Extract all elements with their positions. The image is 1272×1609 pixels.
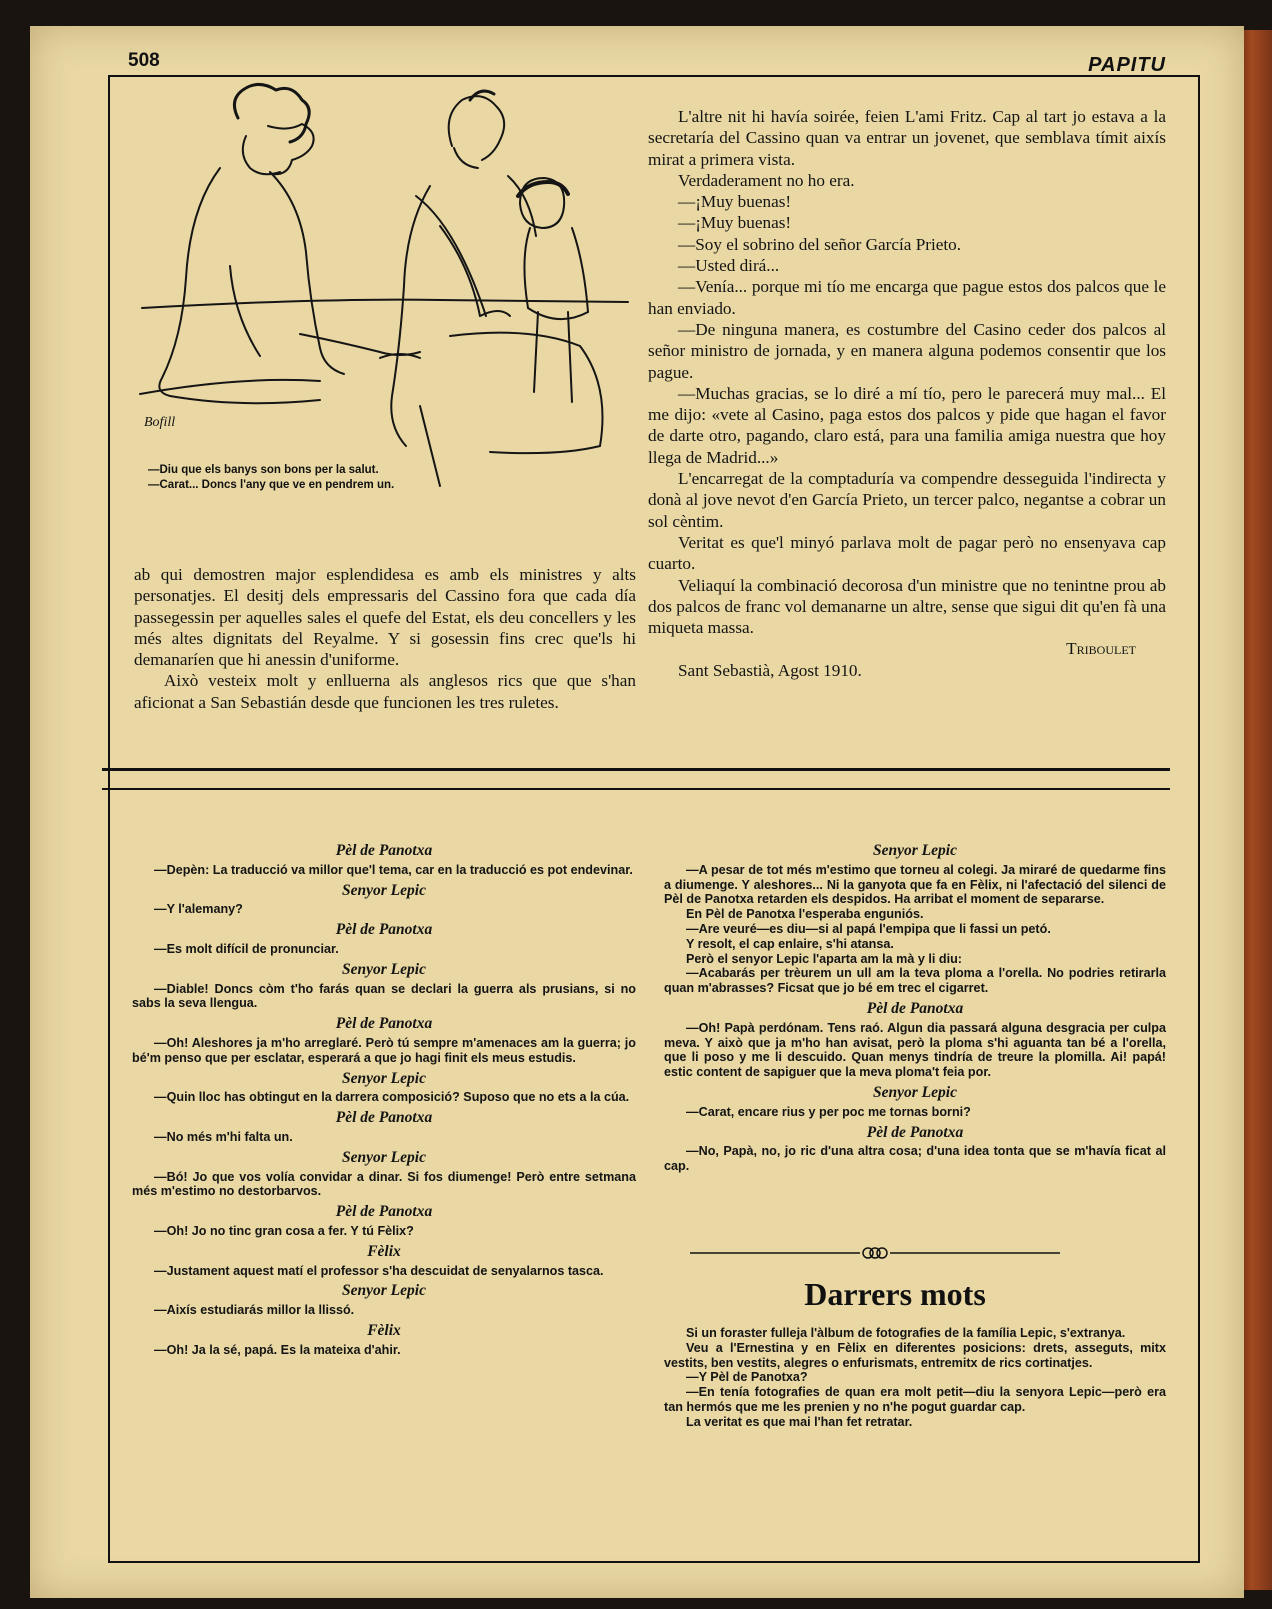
dialogue-line: —Diable! Doncs còm t'ho farás quan se declari la guerra als prusians, si no sabs la seva llengua. xyxy=(132,981,636,1011)
article-paragraph: —¡Muy buenas! xyxy=(678,213,792,233)
speaker-name: Pèl de Panotxa xyxy=(335,1203,433,1221)
dialogue-line: —Oh! Aleshores ja m'ho arreglaré. Però tú sempre m'amenaces am la guerra; jo bé'm penso que per esclatar, esperará a que jo hagi finit els meus estudis. xyxy=(132,1035,636,1065)
dialogue-right-column xyxy=(664,838,1166,1174)
speaker-name: Senyor Lepic xyxy=(342,960,426,978)
place-date: Sant Sebastià, Agost 1910. xyxy=(678,660,862,680)
section-divider xyxy=(102,788,1170,790)
dialogue-line: —Bó! Jo que vos volía convidar a dinar. Si fos diumenge! Però entre setmana més m'estimo no destorbarvos. xyxy=(132,1169,636,1199)
dialogue-line: —Acabarás per trèurem un ull am la teva ploma a l'orella. No podries retirarla quan m'abrasses? Ficsat que jo bé em trec el cigarret. xyxy=(664,966,1166,996)
ornament-divider xyxy=(690,1244,1060,1262)
article-paragraph: L'altre nit hi havía soirée, feien L'ami Fritz. Cap al tart jo estava a la secretaría del Cassino quan va entrar un jovenet, que semblava tímit aixís mirat a primera vista. xyxy=(648,107,1166,169)
dialogue-line: —Carat, encare rius y per poc me tornas borni? xyxy=(686,1104,971,1119)
speaker-name: Pèl de Panotxa xyxy=(335,1015,433,1033)
dialogue-line: —Y l'alemany? xyxy=(154,902,243,917)
speaker-name: Senyor Lepic xyxy=(342,1282,426,1300)
dialogue-line: —Oh! Papà perdónam. Tens raó. Algun dia passará alguna desgracia per culpa meva. Y això que ja m'ho han avisat, però la ploma s'hi aguanta tan bé a l'orella, que li poso y me li descuido. Quan menys tindría de treure la plomilla. Ai! papá! estic content de sapiguer que la meva ploma't feia por. xyxy=(664,1020,1166,1080)
speaker-name: Fèlix xyxy=(367,1242,401,1260)
caption-line: —Carat... Doncs l'any que ve en pendrem un. xyxy=(148,479,395,491)
dialogue-line: —Justament aquest matí el professor s'ha descuidat de senyalarnos tasca. xyxy=(154,1263,604,1278)
author-signature: Triboulet xyxy=(1066,639,1136,659)
dialogue-line: Però el senyor Lepic l'aparta am la mà y li diu: xyxy=(686,951,962,966)
dialogue-line: —Quin lloc has obtingut en la darrera composició? Suposo que no ets a la cúa. xyxy=(154,1090,630,1105)
masthead-title: PAPITU xyxy=(1088,54,1166,76)
dialogue-line: —No més m'hi falta un. xyxy=(154,1129,293,1144)
section-paragraph: —Y Pèl de Panotxa? xyxy=(686,1370,808,1385)
speaker-name: Pèl de Panotxa xyxy=(335,1109,433,1127)
dialogue-left-column xyxy=(132,838,636,1358)
dialogue-line: —No, Papà, no, jo ric d'una altra cosa; d'una idea tonta que se m'havía ficat al cap. xyxy=(664,1144,1166,1174)
article-paragraph: L'encarregat de la comptaduría va compendre desseguida l'indirecta y donà al jove nevot d'en García Prieto, un tercer palco, negantse a cobrar un sol cèntim. xyxy=(648,469,1166,531)
section-paragraph: Veu a l'Ernestina y en Fèlix en diferentes posicions: drets, asseguts, mitx vestits, ben vestits, alegres o enfurismats, entremitx de rics cortinatjes. xyxy=(664,1340,1166,1370)
darrers-mots-text xyxy=(664,1326,1166,1430)
section-heading: Darrers mots xyxy=(804,1276,986,1312)
article-paragraph: Això vesteix molt y enlluerna als anglesos rics que que s'han aficionat a San Sebastián desde que funcionen les tres ruletes. xyxy=(134,671,636,712)
article-paragraph: Veliaquí la combinació decorosa d'un ministre que no tenintne prou ab dos palcos de franc vol demanarne un altre, sense que sigui dit qu'en fà una miqueta massa. xyxy=(648,575,1166,638)
dialogue-line: —Aixís estudiarás millor la llissó. xyxy=(154,1303,355,1318)
article-paragraph: —¡Muy buenas! xyxy=(678,192,792,212)
speaker-name: Senyor Lepic xyxy=(342,1148,426,1166)
article-left-column xyxy=(134,564,636,713)
dialogue-line: En Pèl de Panotxa l'esperaba enguniós. xyxy=(686,907,924,922)
speaker-name: Senyor Lepic xyxy=(342,881,426,899)
artist-signature: Bofill xyxy=(144,415,176,430)
article-paragraph: —Muchas gracias, se lo diré a mí tío, pero le parecerá muy mal... El me dijo: «vete al Casino, paga estos dos palcos y pide que hagan el favor de darte otro, pagando, claro está, para una familia amiga nuestra que hoy llega de Madrid...» xyxy=(648,383,1166,467)
speaker-name: Senyor Lepic xyxy=(873,1083,957,1101)
article-paragraph: ab qui demostren major esplendidesa es amb els ministres y alts personatjes. El desitj dels empressaris del Cassino fora que cada día passegessin per aquelles sales el quefe del Estat, els deu concellers y les més altes dignitats del Reyalme. Y si gosessin fins crec que'ls hi demanaríen que hi anessin d'uniforme. xyxy=(134,565,636,670)
speaker-name: Senyor Lepic xyxy=(873,842,957,859)
article-right-column xyxy=(648,106,1166,681)
speaker-name: Senyor Lepic xyxy=(342,1069,426,1087)
dialogue-line: —Oh! Jo no tinc gran cosa a fer. Y tú Fèlix? xyxy=(154,1223,414,1238)
section-paragraph: —En tenía fotografies de quan era molt petit—diu la senyora Lepic—però era tan hermós que me les prenien y no n'he pogut guardar cap. xyxy=(664,1385,1166,1414)
dialogue-line: —Are veuré—es diu—si al papá l'empipa que li fassi un petó. xyxy=(686,921,1051,936)
article-paragraph: —Venía... porque mi tío me encarga que pague estos dos palcos que le han enviado. xyxy=(648,277,1166,318)
dialogue-line: —Es molt difícil de pronunciar. xyxy=(154,941,339,956)
article-paragraph: Verdaderament no ho era. xyxy=(678,170,855,190)
section-paragraph: Si un foraster fulleja l'àlbum de fotografies de la família Lepic, s'extranya. xyxy=(686,1326,1126,1340)
article-paragraph: —Usted dirá... xyxy=(678,256,780,276)
dialogue-line: —Depèn: La traducció va millor que'l tema, car en la traducció es pot endevinar. xyxy=(154,862,633,877)
dialogue-line: —Oh! Ja la sé, papá. Es la mateixa d'ahir. xyxy=(154,1342,401,1357)
article-paragraph: —De ninguna manera, es costumbre del Casino ceder dos palcos al señor ministro de jornada, y en manera alguna podemos consentir que los pague. xyxy=(648,319,1166,382)
dialogue-line: —A pesar de tot més m'estimo que torneu al colegi. Ja miraré de quedarme fins a diumenge. Y aleshores... Ni la ganyota que fa en Fèlix, ni l'afectació del silenci de Pèl de Panotxa retarden els despidos. Ha arribat el moment de separarse. xyxy=(664,862,1166,907)
section-divider xyxy=(102,768,1170,771)
dialogue-line: Y resolt, el cap enlaire, s'hi atansa. xyxy=(686,936,894,951)
caption-line: —Diu que els banys son bons per la salut. xyxy=(148,464,379,476)
page-number: 508 xyxy=(128,50,160,71)
illustration-caption xyxy=(148,463,488,493)
speaker-name: Fèlix xyxy=(367,1321,401,1339)
article-paragraph: Veritat es que'l minyó parlava molt de pagar però no ensenyava cap cuarto. xyxy=(648,532,1166,574)
speaker-name: Pèl de Panotxa xyxy=(866,999,964,1017)
speaker-name: Pèl de Panotxa xyxy=(335,921,433,939)
section-paragraph: La veritat es que mai l'han fet retratar. xyxy=(686,1414,913,1429)
speaker-name: Pèl de Panotxa xyxy=(866,1123,964,1141)
article-paragraph: —Soy el sobrino del señor García Prieto. xyxy=(678,234,962,254)
speaker-name: Pèl de Panotxa xyxy=(335,842,433,859)
cartoon-illustration xyxy=(120,76,650,496)
